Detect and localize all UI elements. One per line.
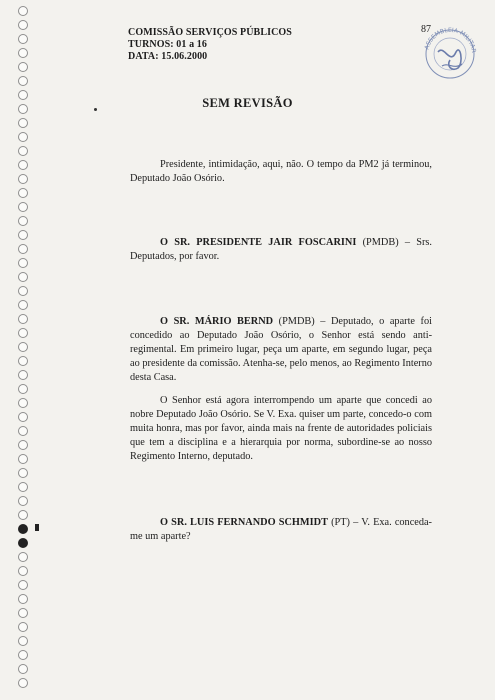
ink-mark — [35, 524, 39, 531]
binder-hole — [18, 76, 28, 86]
binder-hole — [18, 356, 28, 366]
binder-hole — [18, 580, 28, 590]
binder-hole — [18, 398, 28, 408]
binder-hole — [18, 62, 28, 72]
binder-hole — [18, 538, 28, 548]
binder-hole — [18, 202, 28, 212]
paragraph-1 — [130, 158, 432, 186]
header-date: DATA: 15.06.2000 — [128, 51, 208, 62]
binder-hole — [18, 510, 28, 520]
stamp-text: ASSEMBLEIA MILITAR — [423, 26, 478, 54]
binder-hole — [18, 664, 28, 674]
binder-hole — [18, 118, 28, 128]
binder-hole — [18, 230, 28, 240]
binder-hole — [18, 258, 28, 268]
binder-hole — [18, 300, 28, 310]
binder-hole — [18, 370, 28, 380]
binder-hole — [18, 482, 28, 492]
binder-hole — [18, 6, 28, 16]
binder-hole — [18, 244, 28, 254]
binder-hole — [18, 650, 28, 660]
binder-hole — [18, 426, 28, 436]
document-header — [128, 27, 292, 63]
binder-hole — [18, 552, 28, 562]
binder-hole — [18, 286, 28, 296]
paragraph-text: (PT) – V. Exa. conceda-me um aparte? — [130, 517, 432, 542]
header-committee: COMISSÃO SERVIÇOS PÚBLICOS — [128, 27, 292, 38]
binder-hole — [18, 524, 28, 534]
binder-hole — [18, 132, 28, 142]
binder-hole — [18, 468, 28, 478]
paragraph-text: (PMDB) – Deputado, o aparte foi concedido ao Deputado João Osório, o Senhor está sendo anti-regimental. Em primeiro lugar, peça um aparte, em segundo lugar, peça ao presidente da comissão. Atenha-se, pelo menos, ao Regimento Interno desta Casa. — [130, 316, 432, 383]
binder-hole — [18, 594, 28, 604]
page-title: SEM REVISÃO — [202, 96, 293, 110]
paragraph-5 — [130, 516, 432, 544]
binder-hole — [18, 272, 28, 282]
paragraph-4 — [130, 394, 432, 464]
binder-hole — [18, 174, 28, 184]
binder-hole — [18, 20, 28, 30]
binder-hole — [18, 342, 28, 352]
header-turns: TURNOS: 01 a 16 — [128, 39, 208, 50]
binder-hole — [18, 454, 28, 464]
paragraph-text: (PMDB) – Srs. Deputados, por favor. — [130, 237, 432, 262]
binder-hole — [18, 566, 28, 576]
binder-hole — [18, 160, 28, 170]
speaker-name: O SR. MÁRIO BERND — [160, 316, 274, 327]
binder-hole — [18, 328, 28, 338]
paragraph-3 — [130, 315, 432, 385]
binder-hole — [18, 48, 28, 58]
binder-hole — [18, 412, 28, 422]
binder-hole — [18, 636, 28, 646]
binder-hole — [18, 216, 28, 226]
paragraph-text: O Senhor está agora interrompendo um aparte que concedi ao nobre Deputado João Osório. Se V. Exa. quiser um parte, concedo-o com muita honra, mas por favor, ainda mais na frente de autoridades policiais que tem a disciplina e a hierarquia por norma, subordine-se ao nosso Regimento Interno, deputado. — [130, 395, 432, 462]
binder-hole — [18, 146, 28, 156]
binder-hole — [18, 440, 28, 450]
binder-hole — [18, 384, 28, 394]
binder-hole — [18, 188, 28, 198]
binder-hole — [18, 314, 28, 324]
page-number: 87 — [421, 24, 431, 35]
paragraph-text: Presidente, intimidação, aqui, não. O tempo da PM2 já terminou, Deputado João Osório. — [130, 159, 432, 184]
binder-hole — [18, 34, 28, 44]
binder-hole — [18, 678, 28, 688]
paragraph-2 — [130, 236, 432, 264]
binder-hole — [18, 622, 28, 632]
speaker-name: O SR. LUIS FERNANDO SCHMIDT — [160, 517, 328, 528]
speaker-name: O SR. PRESIDENTE JAIR FOSCARINI — [160, 237, 357, 248]
binder-hole — [18, 496, 28, 506]
binder-hole — [18, 608, 28, 618]
